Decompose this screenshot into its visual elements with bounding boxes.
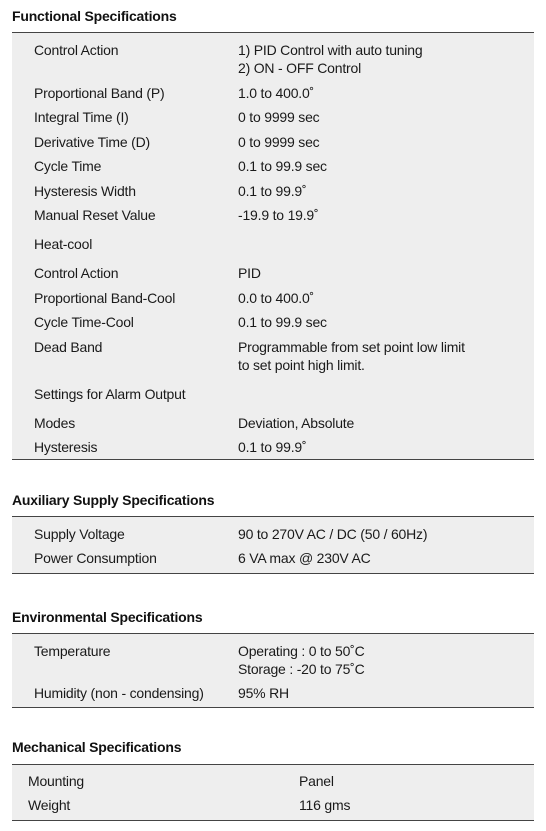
- spec-value: 0.0 to 400.0˚: [238, 290, 315, 306]
- spec-value: Panel: [299, 773, 334, 789]
- spec-value: 6 VA max @ 230V AC: [238, 550, 371, 566]
- spec-value: 90 to 270V AC / DC (50 / 60Hz): [238, 526, 428, 542]
- subheading-label: Heat-cool: [34, 236, 93, 252]
- functional-specifications-title: Functional Specifications: [12, 8, 177, 24]
- spec-label: Manual Reset Value: [34, 207, 156, 223]
- spec-value: 1.0 to 400.0˚: [238, 85, 315, 101]
- spec-value: Programmable from set point low limit to set point high limit.: [238, 339, 465, 373]
- spec-label: Hysteresis: [34, 439, 98, 455]
- spec-value: 0 to 9999 sec: [238, 134, 320, 150]
- spec-label: Integral Time (I): [34, 109, 129, 125]
- spec-label: Weight: [28, 797, 71, 813]
- spec-value: PID: [238, 265, 261, 281]
- spec-value: 116 gms: [299, 797, 351, 813]
- spec-value: 0.1 to 99.9 sec: [238, 158, 327, 174]
- mechanical-specifications-title: Mechanical Specifications: [12, 739, 182, 755]
- spec-label: Dead Band: [34, 339, 103, 355]
- spec-label: Supply Voltage: [34, 526, 125, 542]
- spec-value: 0 to 9999 sec: [238, 109, 320, 125]
- spec-label: Proportional Band (P): [34, 85, 165, 101]
- spec-value: Deviation, Absolute: [238, 415, 355, 431]
- spec-label: Cycle Time-Cool: [34, 314, 134, 330]
- spec-value: 0.1 to 99.9 sec: [238, 314, 327, 330]
- spec-value: -19.9 to 19.9˚: [238, 207, 319, 223]
- environmental-specifications-title: Environmental Specifications: [12, 609, 203, 625]
- spec-label: Control Action: [34, 42, 119, 58]
- environmental-specifications-table: [12, 633, 534, 708]
- spec-value: 0.1 to 99.9˚: [238, 439, 307, 455]
- auxiliary-specifications-table: [12, 516, 534, 574]
- spec-label: Proportional Band-Cool: [34, 290, 176, 306]
- spec-label: Modes: [34, 415, 76, 431]
- spec-label: Power Consumption: [34, 550, 157, 566]
- spec-label: Mounting: [28, 773, 84, 789]
- spec-value: 0.1 to 99.9˚: [238, 183, 307, 199]
- spec-value: Operating : 0 to 50˚C Storage : -20 to 75˚C: [238, 643, 365, 677]
- subheading-label: Settings for Alarm Output: [34, 386, 186, 402]
- spec-label: Cycle Time: [34, 158, 102, 174]
- spec-label: Control Action: [34, 265, 119, 281]
- spec-label: Hysteresis Width: [34, 183, 136, 199]
- mechanical-specifications-table: [12, 764, 534, 821]
- spec-label: Derivative Time (D): [34, 134, 150, 150]
- spec-value: 1) PID Control with auto tuning 2) ON - OFF Control: [238, 42, 423, 76]
- spec-value: 95% RH: [238, 685, 289, 701]
- spec-label: Humidity (non - condensing): [34, 685, 204, 701]
- spec-label: Temperature: [34, 643, 111, 659]
- functional-specifications-table: [12, 32, 534, 460]
- auxiliary-specifications-title: Auxiliary Supply Specifications: [12, 492, 215, 508]
